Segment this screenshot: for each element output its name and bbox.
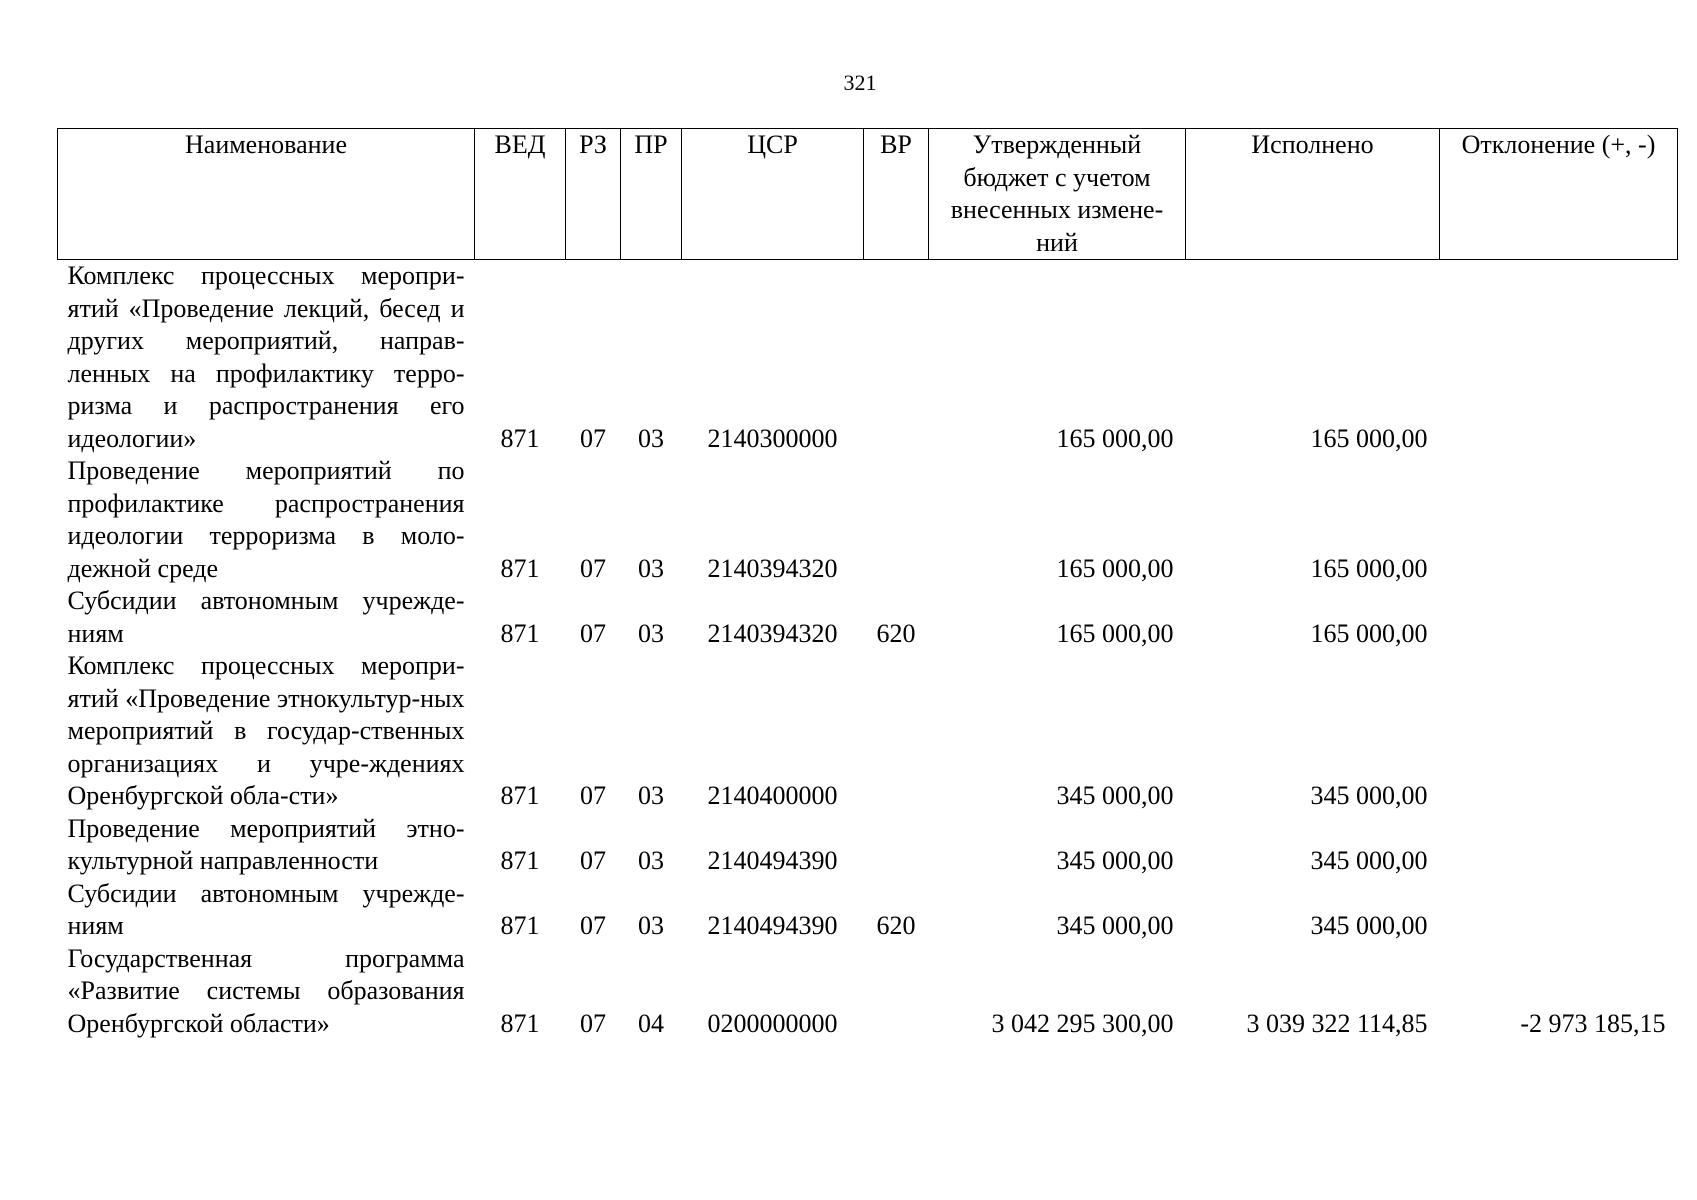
row-name: Комплекс процессных меропри-ятий «Проведение этнокультур-ных мероприятий в государ-ственных организациях и учре-ждениях Оренбургской обла-сти» <box>67 651 465 810</box>
header-executed: Исполнено <box>1186 129 1440 260</box>
row-pr: 03 <box>638 553 664 583</box>
row-deviation <box>1440 813 1678 878</box>
row-rz: 07 <box>580 423 606 453</box>
row-approved: 165 000,00 <box>1056 618 1174 648</box>
row-csr: 2140494390 <box>707 911 838 940</box>
row-vr <box>864 455 929 585</box>
row-executed: 345 000,00 <box>1310 846 1428 875</box>
row-vr: 620 <box>876 618 916 648</box>
row-deviation: -2 973 185,15 <box>1520 1008 1666 1038</box>
row-rz: 07 <box>580 781 606 810</box>
row-vr <box>864 650 929 813</box>
row-csr: 2140394320 <box>707 618 838 648</box>
row-deviation <box>1440 585 1678 650</box>
row-csr: 2140394320 <box>707 553 838 583</box>
row-pr: 03 <box>638 423 664 453</box>
row-deviation <box>1440 650 1678 813</box>
budget-table <box>57 128 1678 1040</box>
row-name: Проведение мероприятий этно-культурной направленности <box>67 813 465 875</box>
row-name: Субсидии автономным учрежде-ниям <box>67 586 465 648</box>
row-ved: 871 <box>500 553 540 583</box>
row-ved: 871 <box>500 1008 540 1038</box>
table-row <box>58 878 1678 943</box>
row-vr <box>864 813 929 878</box>
header-csr: ЦСР <box>682 129 864 260</box>
row-csr: 2140300000 <box>707 423 838 453</box>
row-rz: 07 <box>580 911 606 940</box>
row-approved: 3 042 295 300,00 <box>991 1008 1174 1038</box>
row-approved: 345 000,00 <box>1056 781 1174 810</box>
row-pr: 03 <box>638 911 664 940</box>
table-row <box>58 455 1678 585</box>
row-pr: 03 <box>638 846 664 875</box>
row-executed: 165 000,00 <box>1310 553 1428 583</box>
row-rz: 07 <box>580 553 606 583</box>
row-executed: 3 039 322 114,85 <box>1246 1008 1428 1038</box>
row-approved: 165 000,00 <box>1056 423 1174 453</box>
table-body <box>58 260 1678 1041</box>
row-name: Субсидии автономным учрежде-ниям <box>67 878 465 940</box>
row-pr: 04 <box>638 1008 664 1038</box>
row-rz: 07 <box>580 1008 606 1038</box>
header-rz: РЗ <box>566 129 621 260</box>
row-ved: 871 <box>500 911 540 940</box>
row-approved: 345 000,00 <box>1056 846 1174 875</box>
header-vr: ВР <box>864 129 929 260</box>
row-pr: 03 <box>638 781 664 810</box>
row-vr: 620 <box>876 911 916 940</box>
table-header <box>58 129 1678 260</box>
header-pr: ПР <box>621 129 682 260</box>
page-number: 321 <box>843 70 877 95</box>
row-rz: 07 <box>580 846 606 875</box>
row-deviation <box>1440 260 1678 456</box>
row-ved: 871 <box>500 618 540 648</box>
row-ved: 871 <box>500 781 540 810</box>
table-row <box>58 260 1678 456</box>
row-ved: 871 <box>500 423 540 453</box>
row-ved: 871 <box>500 846 540 875</box>
row-executed: 165 000,00 <box>1310 618 1428 648</box>
header-ved: ВЕД <box>475 129 566 260</box>
row-executed: 165 000,00 <box>1310 423 1428 453</box>
row-executed: 345 000,00 <box>1310 781 1428 810</box>
row-name: Государственная программа «Развитие системы образования Оренбургской области» <box>67 943 465 1038</box>
table-row <box>58 585 1678 650</box>
header-approved: Утвержденный бюджет с учетом внесенных измене-ний <box>929 129 1186 260</box>
row-csr: 2140494390 <box>707 846 838 875</box>
row-deviation <box>1440 455 1678 585</box>
row-csr: 2140400000 <box>707 781 838 810</box>
table-row <box>58 813 1678 878</box>
header-deviation: Отклонение (+, -) <box>1440 129 1678 260</box>
row-name: Комплекс процессных меропри-ятий «Проведение лекций, бесед и других мероприятий, направ-ленных на профилактику терро-ризма и распространения его идеологии» <box>67 261 465 453</box>
table-row <box>58 650 1678 813</box>
row-deviation <box>1440 878 1678 943</box>
row-approved: 345 000,00 <box>1056 911 1174 940</box>
row-name: Проведение мероприятий по профилактике распространения идеологии терроризма в моло-дежной среде <box>67 456 465 583</box>
row-executed: 345 000,00 <box>1310 911 1428 940</box>
row-vr <box>864 260 929 456</box>
row-approved: 165 000,00 <box>1056 553 1174 583</box>
header-name: Наименование <box>58 129 475 260</box>
table-row <box>58 943 1678 1041</box>
row-pr: 03 <box>638 618 664 648</box>
row-csr: 0200000000 <box>707 1008 838 1038</box>
row-vr <box>864 943 929 1041</box>
row-rz: 07 <box>580 618 606 648</box>
